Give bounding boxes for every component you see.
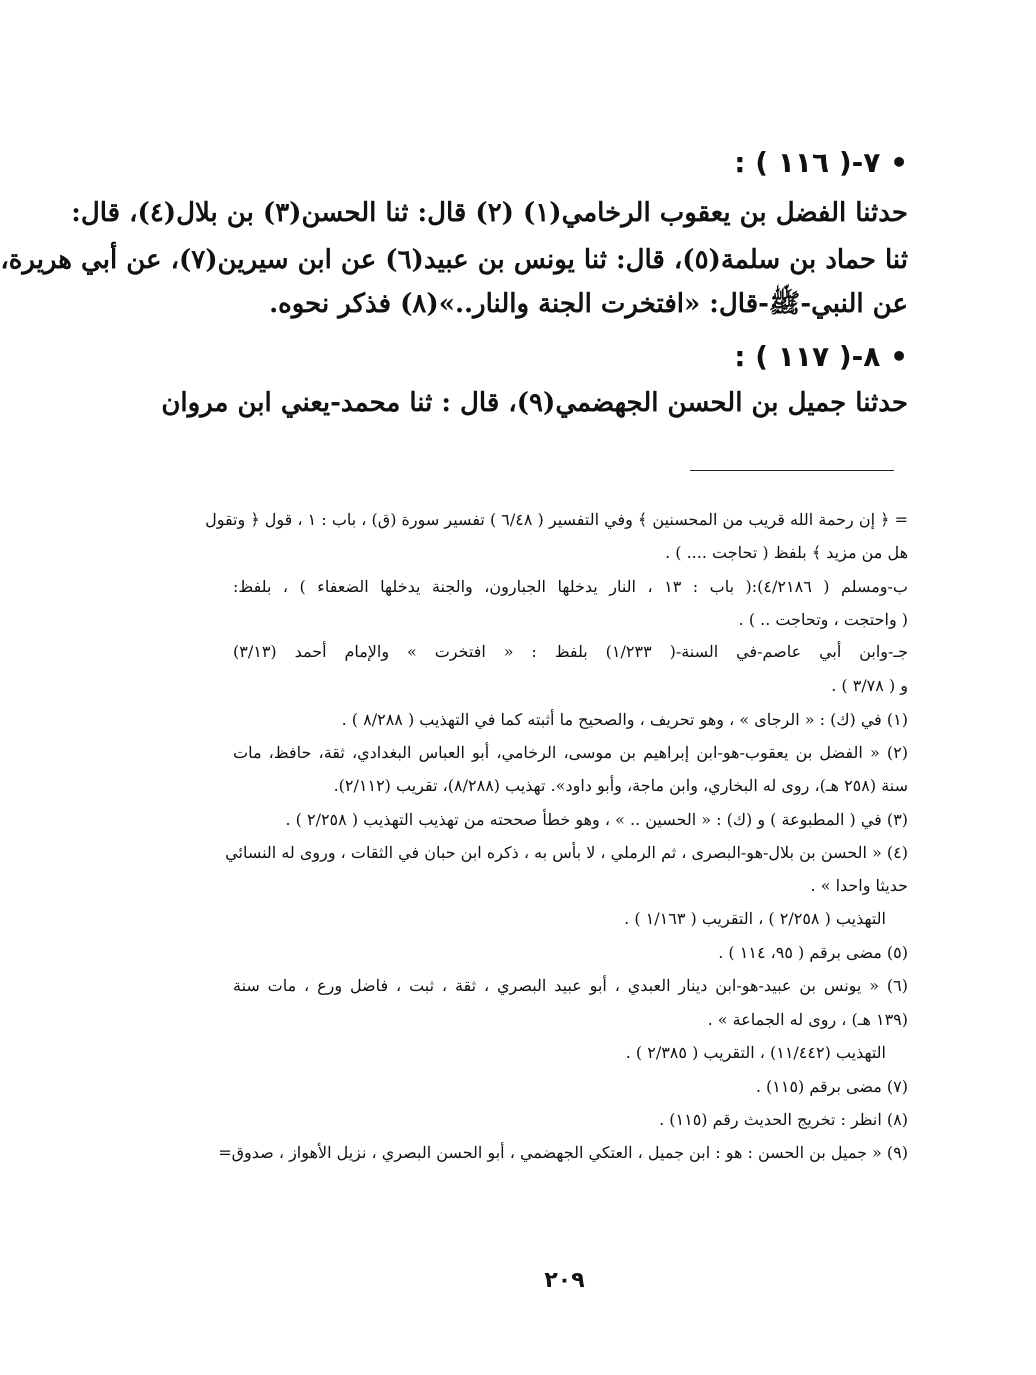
- footnote-line: (٦) « يونس بن عبيد-هو-ابن دينار العبدي ، أبو عبيد البصري ، ثقة ، ثبت ، فاضل ورع ، مات سنة: [233, 976, 908, 995]
- footnote-line: سنة (٢٥٨ هـ)، روى له البخاري، وابن ماجة، وأبو داود». تهذيب (٨/٢٨٨)، تقريب (٢/١١٢).: [333, 776, 908, 795]
- hadith-heading-116: • ٧-( ١١٦ ) :: [734, 146, 908, 179]
- hadith-text-line: حدثنا جميل بن الحسن الجهضمي(٩)، قال : ثنا محمد-يعني ابن مروان: [161, 388, 908, 418]
- footnote-line: (٤) « الحسن بن بلال-هو-البصرى ، ثم الرملي ، لا بأس به ، ذكره ابن حبان في الثقات ، وروى له النسائي: [225, 843, 908, 862]
- footnote-line: (١) في (ك) : « الرجاى » ، وهو تحريف ، والصحيح ما أثبته كما في التهذيب ( ٨/٢٨٨ ) .: [341, 710, 908, 729]
- footnote-line: هل من مزيد ﴾ بلفظ ( تحاجت .... ) .: [665, 543, 908, 562]
- footnote-line: (٢) « الفضل بن يعقوب-هو-ابن إبراهيم بن موسى، الرخامي، أبو العباس البغدادي، ثقة، حافظ، مات: [233, 743, 908, 762]
- page-number: ٢٠٩: [544, 1268, 585, 1293]
- footnote-line: ب-ومسلم ( ٤/٢١٨٦):( باب : ١٣ ، النار يدخلها الجبارون، والجنة يدخلها الضعفاء ) ، بلفظ:: [233, 577, 908, 596]
- footnote-line: ( واحتجت ، وتحاجت .. ) .: [738, 610, 908, 629]
- footnote-line: (١٣٩ هـ) ، روى له الجماعة » .: [707, 1010, 908, 1029]
- hadith-heading-117: • ٨-( ١١٧ ) :: [734, 340, 908, 373]
- footnote-line: حديثا واحدا » .: [810, 876, 908, 895]
- footnote-line: التهذيب (١١/٤٤٢) ، التقريب ( ٢/٣٨٥ ) .: [625, 1043, 886, 1062]
- footnote-separator: [690, 470, 894, 471]
- hadith-text-line: عن النبي-ﷺ-قال: «افتخرت الجنة والنار..»(٨) فذكر نحوه.: [269, 289, 908, 319]
- hadith-text-line: ثنا حماد بن سلمة(٥)، قال: ثنا يونس بن عبيد(٦) عن ابن سيرين(٧)، عن أبي هريرة،: [0, 245, 908, 275]
- footnote-line: جـ-وابن أبي عاصم-في السنة-( ١/٢٣٣) بلفظ : « افتخرت » والإمام أحمد (٣/١٣): [233, 642, 908, 661]
- footnote-line: التهذيب ( ٢/٢٥٨ ) ، التقريب ( ١/١٦٣ ) .: [624, 909, 886, 928]
- footnote-line: و ( ٣/٧٨ ) .: [831, 676, 908, 695]
- footnote-line: = ﴿ إن رحمة الله قريب من المحسنين ﴾ وفي التفسير ( ٦/٤٨ ) تفسير سورة (ق) ، باب : ١ ، قول ﴿ وتقول: [205, 510, 908, 529]
- footnote-line: (٥) مضى برقم ( ٩٥، ١١٤ ) .: [718, 943, 908, 962]
- footnote-line: (٨) انظر : تخريج الحديث رقم (١١٥) .: [659, 1110, 908, 1129]
- hadith-text-line: حدثنا الفضل بن يعقوب الرخامي(١) (٢) قال: ثنا الحسن(٣) بن بلال(٤)، قال:: [71, 198, 908, 228]
- footnote-line: (٧) مضى برقم (١١٥) .: [755, 1077, 908, 1096]
- footnote-line: (٩) « جميل بن الحسن : هو : ابن جميل ، العتكي الجهضمي ، أبو الحسن البصري ، نزيل الأهواز ، صدوق=: [218, 1143, 908, 1162]
- footnote-line: (٣) في ( المطبوعة ) و (ك) : « الحسين .. » ، وهو خطأ صححته من تهذيب التهذيب ( ٢/٢٥٨ ) .: [285, 810, 908, 829]
